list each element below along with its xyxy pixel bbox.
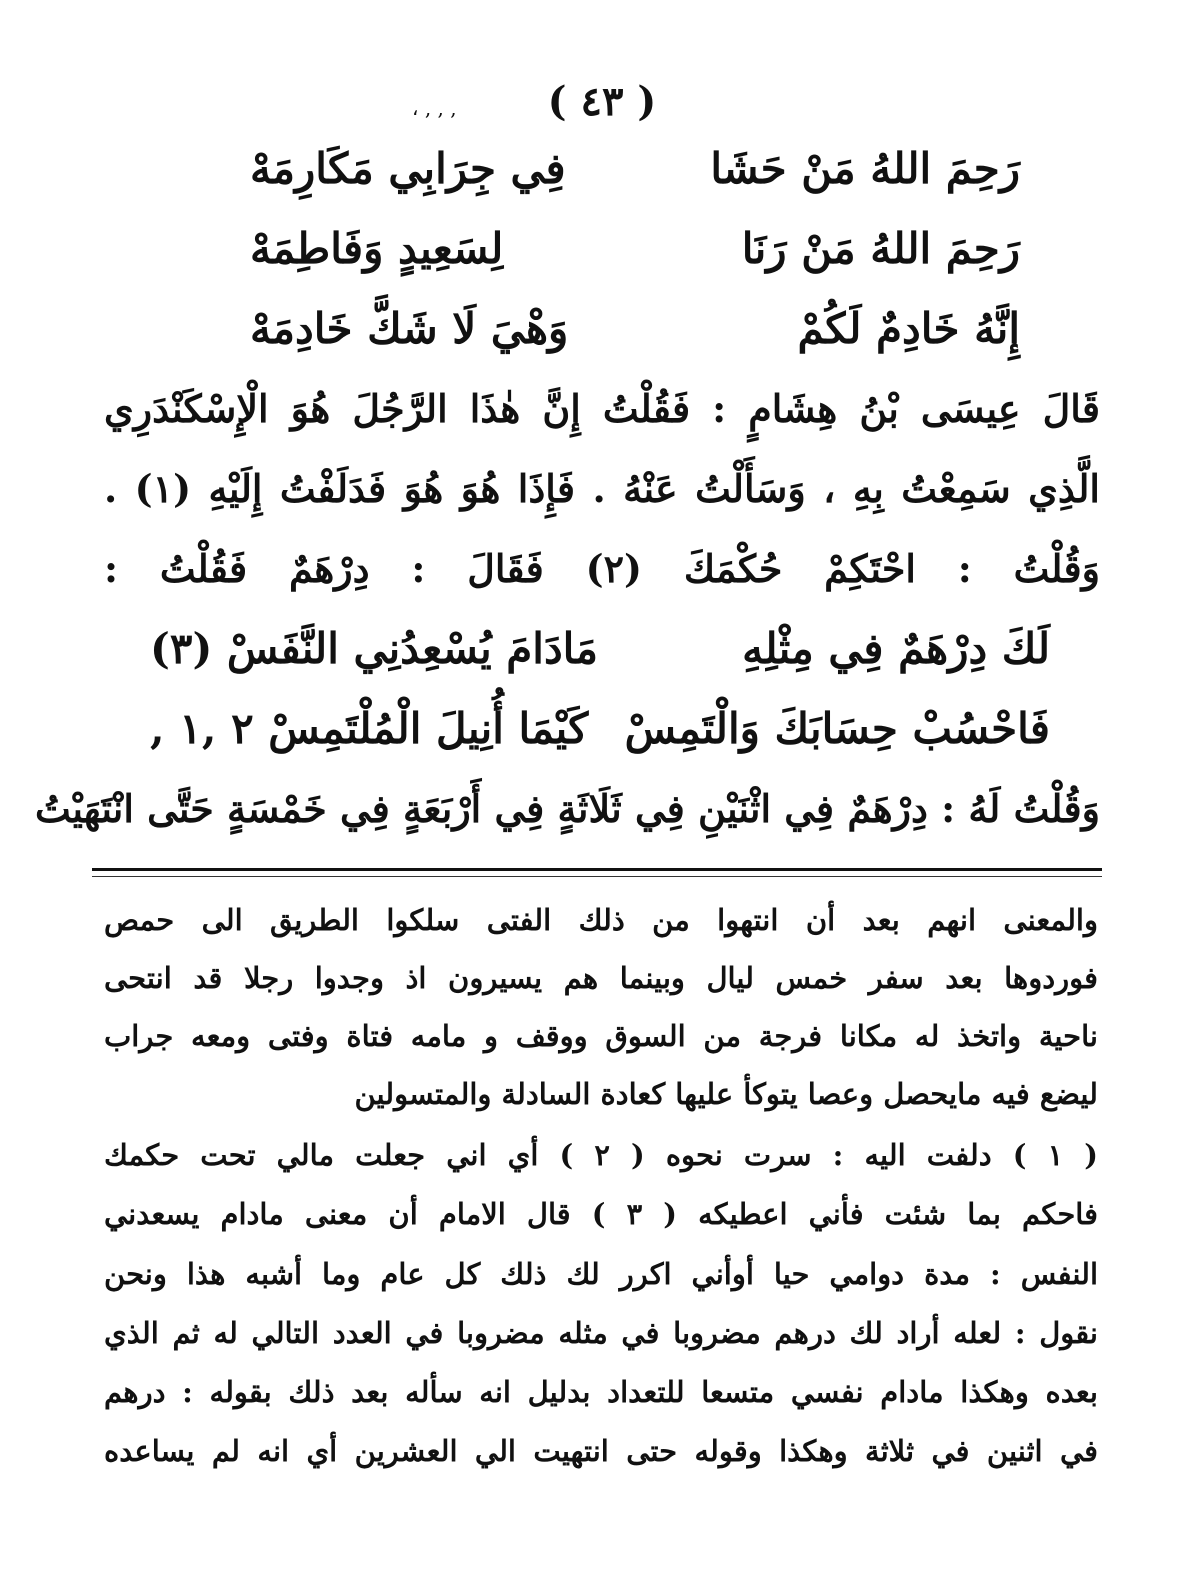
verse-hemistich-left: لِسَعِيدٍ وَفَاطِمَهْ (250, 224, 504, 273)
verse-hemistich-right: لَكَ دِرْهَمٌ فِي مِثْلِهِ (742, 624, 1050, 673)
footnote-line: والمعنى انهم بعد أن انتهوا من ذلك الفتى سلكوا الطريق الى حمص (104, 903, 1098, 937)
prose-line: وَقُلْتُ لَهُ : دِرْهَمٌ فِي اثْنَيْنِ فِي ثَلَاثَةٍ فِي أَرْبَعَةٍ فِي خَمْسَةٍ حَتَّى انْتَهَيْتُ (35, 786, 1100, 831)
verse-hemistich-left: مَادَامَ يُسْعِدُنِي النَّفَسْ (٣) (150, 624, 598, 673)
verse-hemistich-right: رَحِمَ اللهُ مَنْ رَنَا (741, 224, 1020, 273)
footnote-line: ( ١ ) دلفت اليه : سرت نحوه ( ٢ ) أي اني جعلت مالي تحت حكمك (104, 1138, 1098, 1172)
page-number: ( ٤٣ ) (547, 78, 657, 125)
verse-hemistich-left: وَهْيَ لَا شَكَّ خَادِمَهْ (250, 304, 569, 353)
verse-line (250, 304, 1020, 353)
footnote-divider-thin (92, 876, 1102, 877)
footnote-line: ناحية واتخذ له مكانا فرجة من السوق ووقف و مامه فتاة وفتى ومعه جراب (104, 1019, 1098, 1053)
footnote-line: بعده وهكذا مادام نفسي متسعا للتعداد بدليل انه سأله بعد ذلك بقوله : درهم (104, 1375, 1098, 1409)
prose-line: وَقُلْتُ : احْتَكِمْ حُكْمَكَ (٢) فَقَالَ : دِرْهَمٌ فَقُلْتُ : (104, 546, 1100, 591)
footnote-line: نقول : لعله أراد لك درهم مضروبا في مثله مضروبا في العدد التالي له ثم الذي (104, 1316, 1098, 1350)
footnote-line: ليضع فيه مايحصل وعصا يتوكأ عليها كعادة السادلة والمتسولين (354, 1077, 1098, 1111)
verse-line (150, 624, 1050, 673)
verse-line (250, 144, 1020, 193)
footnote-divider (92, 868, 1102, 871)
footnote-line: فوردوها بعد سفر خمس ليال وبينما هم يسيرون اذ وجدوا رجلا قد انتحى (104, 961, 1098, 995)
footnote-line: فاحكم بما شئت فأني اعطيكه ( ٣ ) قال الامام أن معنى مادام يسعدني (104, 1197, 1098, 1231)
footnote-line: في اثنين في ثلاثة وهكذا وقوله حتى انتهيت الي العشرين أي انه لم يساعده (104, 1434, 1098, 1468)
footnote-line: النفس : مدة دوامي حيا أوأني اكرر لك ذلك كل عام وما أشبه هذا ونحن (104, 1257, 1098, 1291)
stray-marks: ، , , , (412, 96, 457, 120)
verse-hemistich-right: رَحِمَ اللهُ مَنْ حَشَا (710, 144, 1020, 193)
verse-hemistich-right: إِنَّهُ خَادِمٌ لَكُمْ (797, 304, 1020, 353)
verse-line (150, 704, 1050, 753)
verse-hemistich-left: فِي جِرَابِي مَكَارِمَهْ (250, 144, 566, 193)
prose-line: الَّذِي سَمِعْتُ بِهِ ، وَسَأَلْتُ عَنْهُ . فَإِذَا هُوَ هُوَ فَدَلَفْتُ إِلَيْهِ (١) . (104, 466, 1100, 511)
prose-line: قَالَ عِيسَى بْنُ هِشَامٍ : فَقُلْتُ إِنَّ هٰذَا الرَّجُلَ هُوَ الْإِسْكَنْدَرِي (104, 386, 1100, 431)
verse-hemistich-right: فَاحْسُبْ حِسَابَكَ وَالْتَمِسْ (624, 704, 1050, 753)
verse-line (250, 224, 1020, 273)
verse-hemistich-left: كَيْمَا أُنِيلَ الْمُلْتَمِسْ ٢ ,١ , (150, 704, 589, 753)
